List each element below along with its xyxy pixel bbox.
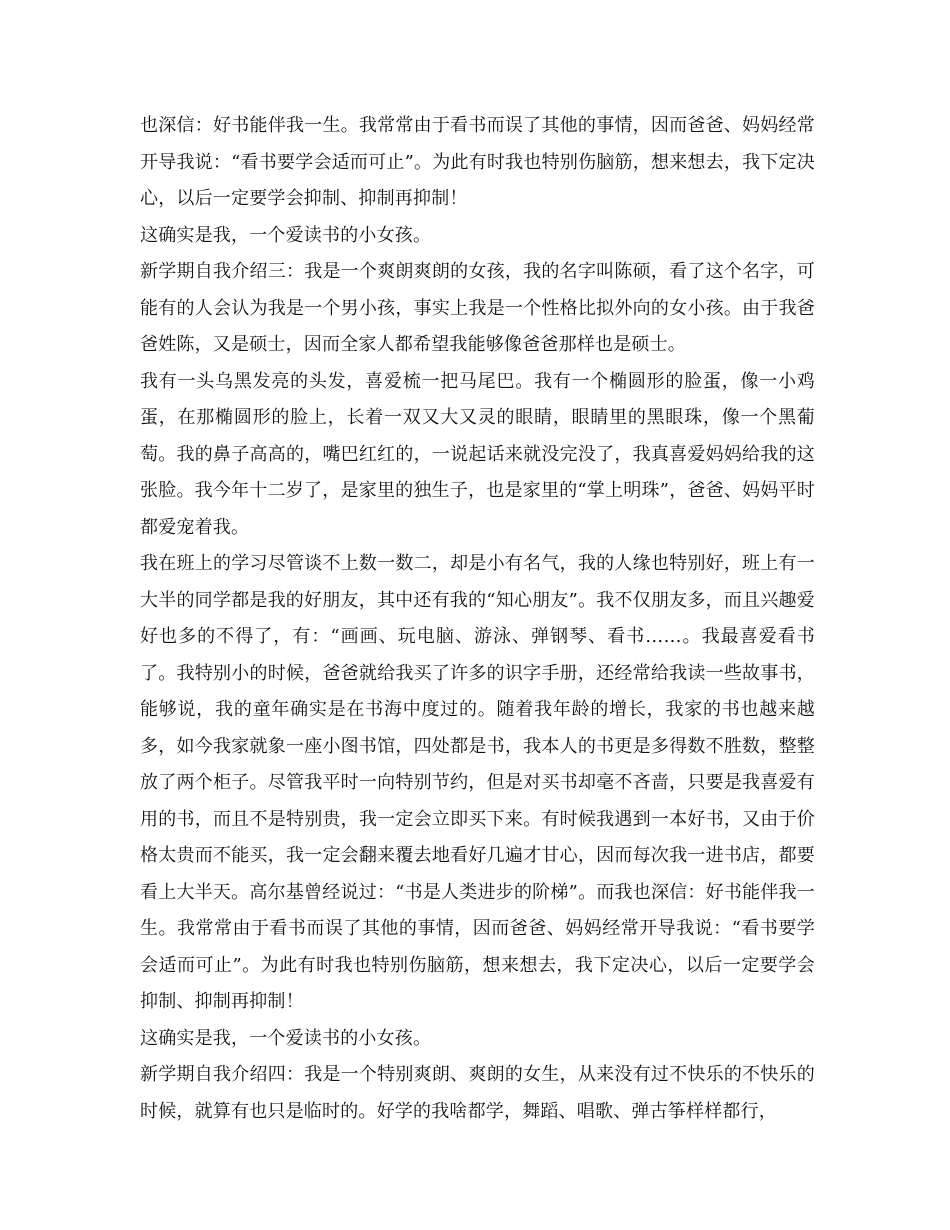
- paragraph-3: 新学期自我介绍三：我是一个爽朗爽朗的女孩，我的名字叫陈硕，看了这个名字，可能有的人会认为我是一个男小孩，事实上我是一个性格比拟外向的女小孩。由于我爸爸姓陈，又是硕士，因而全家人都希望我能够像爸爸那样也是硕士。: [140, 261, 815, 355]
- paragraph-1: 也深信：好书能伴我一生。我常常由于看书而误了其他的事情，因而爸爸、妈妈经常开导我说：“看书要学会适而可止”。为此有时我也特别伤脑筋，想来想去，我下定决心，以后一定要学会抑制、抑制再抑制！: [140, 115, 815, 209]
- paragraph-5: 我在班上的学习尽管谈不上数一数二，却是小有名气，我的人缘也特别好，班上有一大半的同学都是我的好朋友，其中还有我的“知心朋友”。我不仅朋友多，而且兴趣爱好也多的不得了，有：“画画、玩电脑、游泳、弹钢琴、看书……。我最喜爱看书了。我特别小的时候，爸爸就给我买了许多的识字手册，还经常给我读一些故事书，能够说，我的童年确实是在书海中度过的。随着我年龄的增长，我家的书也越来越多，如今我家就象一座小图书馆，四处都是书，我本人的书更是多得数不胜数，整整放了两个柜子。尽管我平时一向特别节约，但是对买书却毫不吝啬，只要是我喜爱有用的书，而且不是特别贵，我一定会立即买下来。有时候我遇到一本好书，又由于价格太贵而不能买，我一定会翻来覆去地看好几遍才甘心，因而每次我一进书店，都要看上大半天。高尔基曾经说过：“书是人类进步的阶梯”。而我也深信：好书能伴我一生。我常常由于看书而误了其他的事情，因而爸爸、妈妈经常开导我说：“看书要学会适而可止”。为此有时我也特别伤脑筋，想来想去，我下定决心，以后一定要学会抑制、抑制再抑制！: [140, 553, 815, 1012]
- document-body: [140, 108, 815, 1130]
- paragraph-4: 我有一头乌黑发亮的头发，喜爱梳一把马尾巴。我有一个椭圆形的脸蛋，像一小鸡蛋，在那椭圆形的脸上，长着一双又大又灵的眼睛，眼睛里的黑眼珠，像一个黑葡萄。我的鼻子高高的，嘴巴红红的，一说起话来就没完没了，我真喜爱妈妈给我的这张脸。我今年十二岁了，是家里的独生子，也是家里的“掌上明珠”，爸爸、妈妈平时都爱宠着我。: [140, 370, 815, 538]
- paragraph-6: 这确实是我，一个爱读书的小女孩。: [140, 1027, 432, 1049]
- paragraph-7: 新学期自我介绍四：我是一个特别爽朗、爽朗的女生，从来没有过不快乐的不快乐的时候，就算有也只是临时的。好学的我啥都学，舞蹈、唱歌、弹古筝样样都行，: [140, 1064, 815, 1122]
- paragraph-2: 这确实是我，一个爱读书的小女孩。: [140, 224, 432, 246]
